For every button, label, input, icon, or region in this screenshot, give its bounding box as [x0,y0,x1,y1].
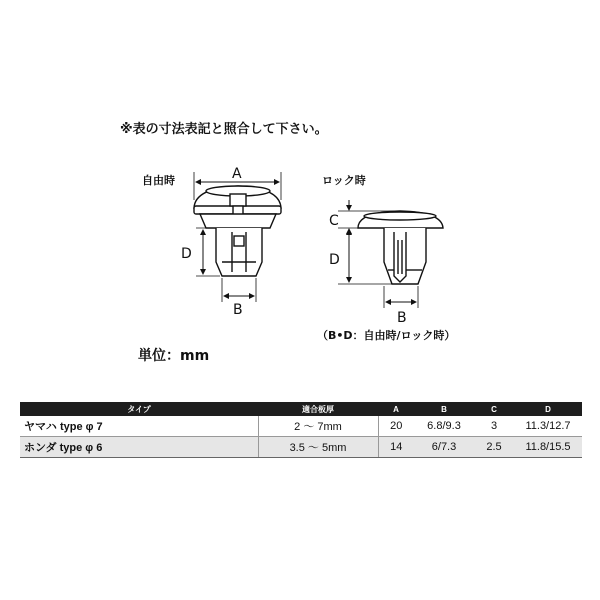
header-c: C [474,402,514,416]
free-clip-drawing [194,186,281,276]
table-header-row [20,402,582,416]
cell-d: 11.8/15.5 [514,437,582,458]
instruction-note: ※表の寸法表記と照合して下さい。 [120,122,328,137]
cell-thickness: 3.5 ～ 5mm [258,437,378,458]
cell-c: 2.5 [474,437,514,458]
cell-type: ヤマハ type φ 7 [20,416,258,437]
dim-a-label: A [232,166,242,182]
header-a: A [378,402,414,416]
spec-table [20,402,582,458]
header-thickness: 適合板厚 [258,402,378,416]
lock-clip-drawing [358,211,443,284]
cell-c: 3 [474,416,514,437]
cell-type: ホンダ type φ 6 [20,437,258,458]
lock-state-label: ロック時 [322,174,366,187]
free-state-label: 自由時 [142,174,175,187]
dim-b-label-free: B [233,302,243,318]
cell-b: 6.8/9.3 [414,416,474,437]
bd-note: （B•D：自由時/ロック時） [317,329,456,342]
dim-d-label-free: D [181,246,192,262]
cell-thickness: 2 ～ 7mm [258,416,378,437]
dim-b-label-lock: B [397,310,407,326]
dim-d-label-lock: D [329,252,340,268]
cell-a: 14 [378,437,414,458]
table-row [20,437,582,458]
header-d: D [514,402,582,416]
header-type: タイプ [20,402,258,416]
cell-a: 20 [378,416,414,437]
table-row [20,416,582,437]
unit-label: 単位：mm [138,348,210,364]
cell-d: 11.3/12.7 [514,416,582,437]
cell-b: 6/7.3 [414,437,474,458]
header-b: B [414,402,474,416]
dim-c-label: C [329,213,339,229]
